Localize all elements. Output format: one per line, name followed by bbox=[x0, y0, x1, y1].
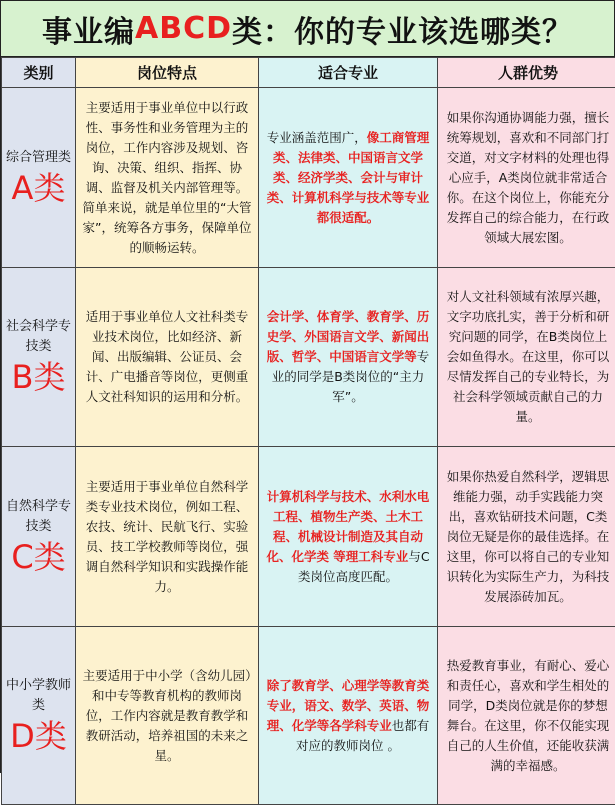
advantage-cell: 对人文社科领域有浓厚兴趣，文字功底扎实，善于分析和研究问题的同学，在B类岗位上会如鱼得水。在这里，你可以尽情发挥自己的专业特长，为社会科学领域贡献自己的力量。 bbox=[438, 268, 615, 447]
category-name: 自然科学专技类 bbox=[2, 497, 75, 537]
title-suffix: 类：你的专业该选哪类？ bbox=[232, 7, 573, 51]
category-letter: D类 bbox=[2, 716, 75, 756]
advantage-cell: 如果你热爱自然科学，逻辑思维能力强，动手实践能力突出，喜欢钻研技术问题，C类岗位无疑是你的最佳选择。在这里，你可以将自己的专业知识转化为实际生产力，为科技发展添砖加瓦。 bbox=[438, 447, 615, 627]
header-majors: 适合专业 bbox=[259, 58, 438, 88]
category-name: 中小学教师类 bbox=[2, 676, 75, 716]
features-cell: 主要适用于中小学（含幼儿园）和中专等教育机构的教师岗位，工作内容就是教育教学和教研活动，培养祖国的未来之星。 bbox=[76, 627, 259, 805]
header-category: 类别 bbox=[2, 58, 76, 88]
majors-highlight: 除了教育学、心理学等教育类专业，语文、数学、英语、物理、化学等各学科专业 bbox=[267, 678, 430, 733]
header-features: 岗位特点 bbox=[76, 58, 259, 88]
table-row bbox=[2, 268, 615, 447]
features-cell: 适用于事业单位人文社科类专业技术岗位，比如经济、新闻、出版编辑、公证员、会计、广电播音等岗位，更侧重人文社科知识的运用和分析。 bbox=[76, 268, 259, 447]
category-letter: B类 bbox=[2, 357, 75, 397]
table-row bbox=[2, 447, 615, 627]
category-cell bbox=[2, 627, 76, 805]
category-name: 综合管理类 bbox=[2, 148, 75, 168]
majors-text: 专业涵盖范围广， bbox=[267, 130, 367, 145]
title-prefix: 事业编 bbox=[42, 7, 135, 51]
majors-text-tail: 与C类岗位高度匹配。 bbox=[298, 549, 430, 584]
category-cell bbox=[2, 268, 76, 447]
features-cell: 主要适用于事业单位自然科学类专业技术岗位，例如工程、农技、统计、民航飞行、实验员、技工学校教师等岗位，强调自然科学知识和实践操作能力。 bbox=[76, 447, 259, 627]
majors-cell bbox=[259, 447, 438, 627]
majors-cell bbox=[259, 627, 438, 805]
comparison-table bbox=[1, 57, 615, 805]
category-letter: A类 bbox=[2, 168, 75, 208]
majors-highlight: 计算机科学与技术、水利水电工程、植物生产类、土木工程、机械设计制造及其自动化、化学类 等理工科专业 bbox=[266, 489, 429, 564]
table-row bbox=[2, 88, 615, 268]
advantage-cell: 热爱教育事业，有耐心、爱心和责任心，喜欢和学生相处的同学，D类岗位就是你的梦想舞台。在这里，你不仅能实现自己的人生价值，还能收获满满的幸福感。 bbox=[438, 627, 615, 805]
table-header-row bbox=[2, 58, 615, 88]
features-cell: 主要适用于事业单位中以行政性、事务性和业务管理为主的岗位，工作内容涉及规划、咨询、决策、组织、指挥、协调、监督及机关内部管理等。简单来说，就是单位里的“大管家”，统筹各方事务，保障单位的顺畅运转。 bbox=[76, 88, 259, 268]
majors-text-tail: 专业的同学是B类岗位的“主力军”。 bbox=[272, 349, 430, 404]
header-advantages: 人群优势 bbox=[438, 58, 615, 88]
majors-highlight: 会计学、体育学、教育学、历史学、外国语言文学、新闻出版、哲学、中国语言文学等 bbox=[267, 309, 430, 364]
category-cell bbox=[2, 88, 76, 268]
category-name: 社会科学专技类 bbox=[2, 317, 75, 357]
majors-cell bbox=[259, 88, 438, 268]
title-highlight: ABCD bbox=[135, 11, 232, 46]
majors-cell bbox=[259, 268, 438, 447]
table-row bbox=[2, 627, 615, 805]
majors-highlight: 像工商管理类、法律类、中国语言文学类、经济学类、会计与审计类、计算机科学与技术等专业都很适配。 bbox=[267, 130, 430, 225]
advantage-cell: 如果你沟通协调能力强，擅长统筹规划，喜欢和不同部门打交道，对文字材料的处理也得心应手，A类岗位就非常适合你。在这个岗位上，你能充分发挥自己的综合能力，在行政领域大展宏图。 bbox=[438, 88, 615, 268]
category-cell bbox=[2, 447, 76, 627]
category-letter: C类 bbox=[2, 537, 75, 577]
majors-text-tail: 也都有对应的教师岗位 。 bbox=[296, 718, 429, 753]
page-title bbox=[1, 1, 614, 57]
